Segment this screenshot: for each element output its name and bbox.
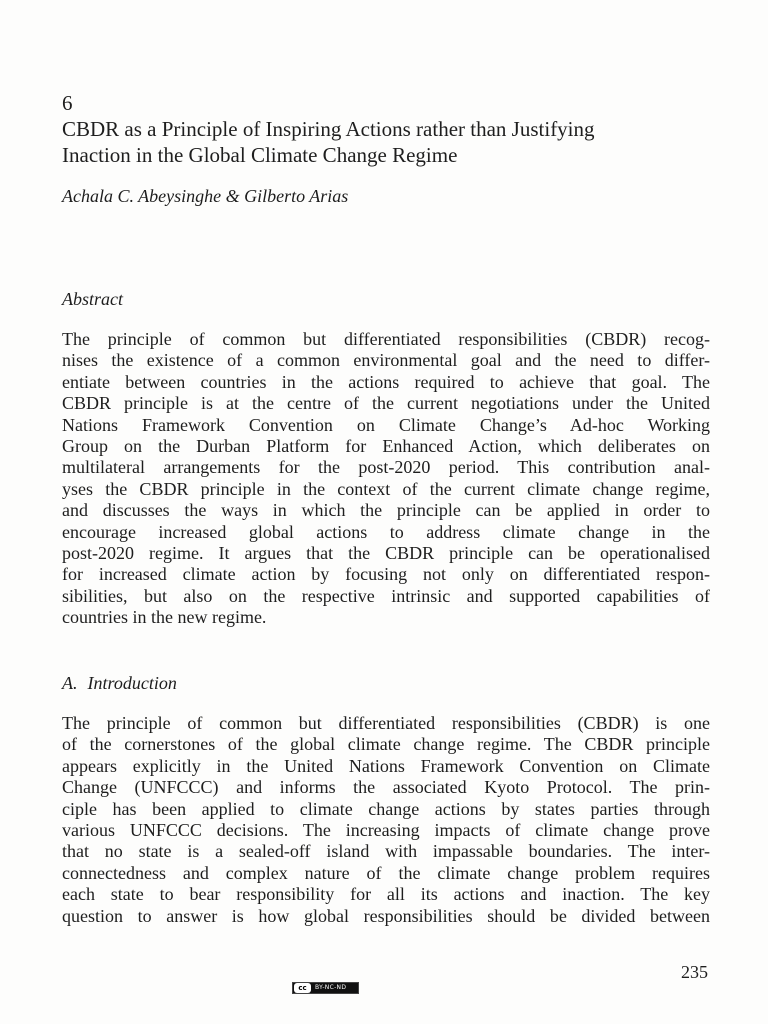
text-line: post-2020 regime. It argues that the CBDR principle can be operationalised [62, 543, 710, 564]
page-number: 235 [681, 962, 708, 982]
chapter-title [62, 116, 722, 168]
text-line: The principle of common but differentiated responsibilities (CBDR) is one [62, 713, 710, 733]
chapter-title-line: Inaction in the Global Climate Change Regime [62, 143, 458, 167]
text-line: multilateral arrangements for the post-2020 period. This contribution anal- [62, 457, 710, 478]
text-line: each state to bear responsibility for all its actions and inaction. The key [62, 884, 710, 905]
text-line: The principle of common but differentiated responsibilities (CBDR) recog- [62, 329, 710, 349]
text-line: countries in the new regime. [62, 607, 267, 628]
text-line: appears explicitly in the United Nations Framework Convention on Climate [62, 755, 710, 776]
chapter-authors: Achala C. Abeysinghe & Gilberto Arias [62, 186, 349, 206]
text-line: entiate between countries in the actions required to achieve that goal. The [62, 371, 710, 392]
text-line: for increased climate action by focusing not only on differentiated respon- [62, 564, 710, 585]
license-terms: BY-NC-ND [315, 984, 347, 991]
text-line: question to answer is how global responsibilities should be divided between [62, 905, 710, 926]
text-line: that no state is a sealed-off island with impassable boundaries. The inter- [62, 841, 710, 862]
cc-license-badge[interactable] [292, 982, 359, 994]
introduction-body [62, 713, 710, 927]
section-title: Introduction [87, 673, 177, 693]
chapter-number: 6 [62, 91, 73, 115]
text-line: Nations Framework Convention on Climate Change’s Ad-hoc Working [62, 414, 710, 435]
abstract-heading: Abstract [62, 289, 123, 309]
introduction-heading [62, 671, 177, 695]
abstract-body [62, 329, 710, 629]
text-line: connectedness and complex nature of the climate change problem requires [62, 862, 710, 883]
text-line: encourage increased global actions to address climate change in the [62, 521, 710, 542]
text-line: yses the CBDR principle in the context of the current climate change regime, [62, 478, 710, 499]
text-line: of the cornerstones of the global climate change regime. The CBDR principle [62, 734, 710, 755]
text-line: and discusses the ways in which the principle can be applied in order to [62, 500, 710, 521]
chapter-title-line: CBDR as a Principle of Inspiring Actions rather than Justifying [62, 117, 595, 141]
text-line: Group on the Durban Platform for Enhanced Action, which deliberates on [62, 436, 710, 457]
text-line: sibilities, but also on the respective intrinsic and supported capabilities of [62, 585, 710, 606]
text-line: Change (UNFCCC) and informs the associated Kyoto Protocol. The prin- [62, 777, 710, 798]
text-line: nises the existence of a common environmental goal and the need to differ- [62, 350, 710, 371]
section-label: A. [62, 673, 78, 693]
text-line: various UNFCCC decisions. The increasing impacts of climate change prove [62, 820, 710, 841]
text-line: CBDR principle is at the centre of the current negotiations under the United [62, 393, 710, 414]
text-line: ciple has been applied to climate change actions by states parties through [62, 798, 710, 819]
creative-commons-icon: cc [294, 983, 311, 993]
